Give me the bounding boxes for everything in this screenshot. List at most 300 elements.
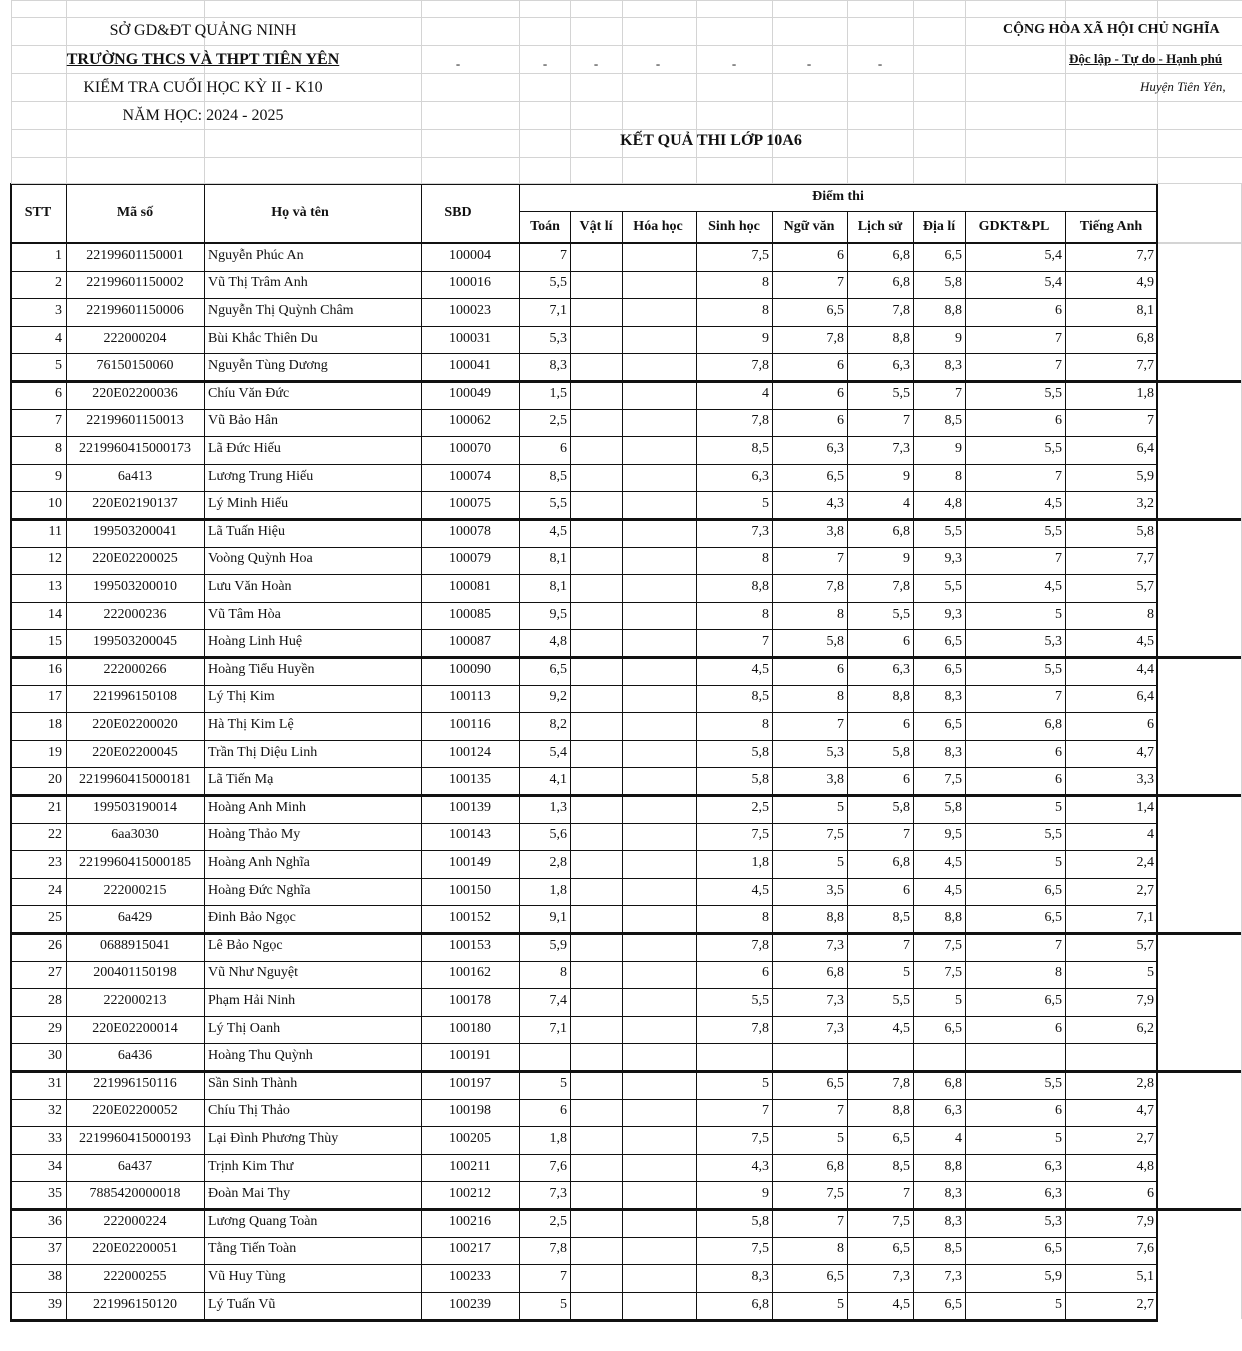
cell-score: 5,4	[1044, 275, 1062, 291]
cell-score: 6,4	[1136, 441, 1154, 456]
cell-score: 7	[903, 827, 910, 843]
cell-sbd: 100143	[449, 827, 491, 843]
cell-sbd: 100149	[449, 855, 491, 870]
cell-score: 7,3	[826, 937, 844, 953]
grid-line	[11, 0, 12, 183]
row-border	[11, 409, 1157, 410]
cell-score: 4,5	[892, 1020, 910, 1036]
cell-score: 3,5	[826, 882, 844, 898]
cell-score: 7	[1055, 937, 1062, 953]
cell-ma-so: 222000236	[103, 606, 167, 622]
cell-score: 5,1	[1136, 1269, 1154, 1284]
cell-score: 4,5	[944, 882, 962, 898]
cell-score: 2,7	[1136, 1296, 1154, 1312]
cell-sbd: 100178	[449, 993, 491, 1008]
cell-sbd: 100216	[449, 1213, 491, 1229]
cell-score: 6,5	[944, 1296, 962, 1312]
grid-line	[11, 17, 1242, 18]
cell-score: 5	[1055, 1131, 1062, 1146]
cell-score: 8	[762, 910, 769, 926]
cell-score: 8,5	[549, 468, 567, 484]
cell-score: 8,1	[549, 579, 567, 594]
row-border	[11, 353, 1157, 354]
grid-line	[11, 101, 1242, 102]
cell-score: 7	[903, 1186, 910, 1202]
cell-score: 5	[837, 1131, 844, 1146]
cell-score: 5,5	[1044, 1075, 1062, 1091]
cell-score: 5	[560, 1075, 567, 1091]
cell-stt: 20	[48, 772, 62, 788]
cell-score: 8,5	[751, 441, 769, 456]
header-subject-dia-li: Địa lí	[922, 219, 956, 234]
cell-ho-ten: Lý Minh Hiếu	[208, 496, 289, 512]
group-divider	[11, 1208, 1242, 1211]
cell-ho-ten: Hoàng Anh Minh	[208, 799, 306, 815]
cell-score: 8,8	[751, 579, 769, 594]
grid-line	[421, 0, 422, 183]
cell-score: 8,8	[892, 1103, 910, 1119]
cell-score: 5	[1147, 965, 1154, 981]
cell-sbd: 100087	[449, 634, 491, 650]
place-date: Huyện Tiên Yên,	[1140, 79, 1226, 94]
cell-stt: 4	[55, 330, 62, 346]
cell-score: 7,9	[1136, 1213, 1154, 1229]
group-divider	[11, 380, 1242, 383]
cell-score: 9	[903, 551, 910, 567]
cell-score: 5	[1055, 855, 1062, 870]
cell-score: 6	[560, 441, 567, 456]
grid-line	[11, 129, 1242, 130]
column-border	[696, 211, 697, 1319]
cell-score: 4,4	[1136, 661, 1154, 677]
cell-score: 5,6	[549, 827, 567, 843]
row-border	[11, 1126, 1157, 1127]
cell-ho-ten: Lương Quang Toàn	[208, 1213, 318, 1229]
cell-score: 6,8	[944, 1075, 962, 1091]
cell-stt: 39	[48, 1296, 62, 1312]
group-divider	[11, 932, 1242, 935]
cell-score: 8,5	[751, 689, 769, 705]
cell-score: 5,3	[1044, 1213, 1062, 1229]
cell-score: 9,1	[549, 910, 567, 926]
dash-mark: -	[655, 56, 661, 71]
cell-score: 7,5	[826, 1186, 844, 1202]
row-border	[11, 298, 1157, 299]
cell-score: 6	[903, 717, 910, 732]
cell-ho-ten: Nguyễn Thị Quỳnh Châm	[208, 303, 354, 318]
cell-score: 5,5	[944, 523, 962, 539]
column-border	[421, 183, 422, 1319]
cell-stt: 16	[48, 661, 62, 677]
cell-score: 6	[1055, 744, 1062, 760]
cell-score: 7	[1055, 689, 1062, 705]
cell-score: 4,5	[1044, 579, 1062, 594]
cell-ho-ten: Nguyễn Phúc An	[208, 247, 304, 263]
cell-score: 5,5	[751, 993, 769, 1008]
grid-line	[570, 0, 571, 183]
cell-ma-so: 76150150060	[96, 358, 174, 374]
cell-sbd: 100150	[449, 882, 491, 898]
cell-sbd: 100180	[449, 1020, 491, 1036]
cell-score: 5	[560, 1296, 567, 1312]
column-border	[622, 211, 623, 1319]
cell-sbd: 100205	[449, 1131, 491, 1146]
cell-score: 8,3	[751, 1269, 769, 1284]
cell-score: 8,8	[944, 910, 962, 926]
cell-sbd: 100062	[449, 413, 491, 429]
cell-score: 6	[837, 413, 844, 429]
cell-stt: 17	[48, 689, 62, 705]
cell-score: 8	[955, 468, 962, 484]
cell-ho-ten: Đoàn Mai Thy	[208, 1186, 291, 1202]
cell-score: 6,3	[1044, 1158, 1062, 1174]
table-border	[1156, 183, 1158, 1322]
grid-line	[622, 0, 623, 183]
cell-sbd: 100233	[449, 1269, 491, 1284]
column-border	[847, 211, 848, 1319]
cell-stt: 1	[55, 247, 62, 263]
dash-mark: -	[455, 56, 461, 71]
cell-score: 7,8	[751, 1020, 769, 1036]
cell-score: 8	[1147, 606, 1154, 622]
cell-sbd: 100016	[449, 275, 491, 291]
cell-score: 6,5	[944, 247, 962, 263]
group-divider	[11, 656, 1242, 659]
cell-score: 7,8	[892, 1075, 910, 1091]
cell-score: 2,7	[1136, 1131, 1154, 1146]
cell-ho-ten: Lương Trung Hiếu	[208, 468, 314, 484]
column-border	[913, 211, 914, 1319]
cell-score: 7,5	[944, 965, 962, 981]
cell-score: 6,5	[944, 1020, 962, 1036]
cell-ho-ten: Chíu Văn Đức	[208, 385, 290, 401]
cell-score: 6,8	[1044, 717, 1062, 732]
row-border	[11, 1099, 1157, 1100]
cell-score: 5,5	[1044, 523, 1062, 539]
cell-stt: 2	[55, 275, 62, 291]
cell-score: 5	[955, 993, 962, 1008]
cell-score: 7,5	[892, 1213, 910, 1229]
cell-ma-so: 220E02190137	[92, 496, 178, 512]
cell-ho-ten: Sần Sinh Thành	[208, 1075, 298, 1091]
cell-score: 7	[762, 634, 769, 650]
cell-ma-so: 22199601150013	[86, 413, 184, 429]
cell-ma-so: 2219960415000193	[79, 1131, 191, 1146]
cell-score: 4,3	[826, 496, 844, 512]
row-border	[11, 961, 1157, 962]
cell-score: 5,5	[892, 993, 910, 1008]
cell-ho-ten: Hoàng Anh Nghĩa	[208, 855, 310, 870]
grid-line	[11, 45, 1242, 46]
cell-ho-ten: Lã Đức Hiếu	[208, 441, 281, 456]
cell-score: 5,8	[892, 744, 910, 760]
cell-score: 8,5	[944, 413, 962, 429]
cell-stt: 31	[48, 1075, 62, 1091]
cell-ma-so: 220E02200052	[92, 1103, 178, 1119]
cell-score: 6,5	[944, 661, 962, 677]
cell-stt: 33	[48, 1131, 62, 1146]
cell-score: 8,8	[892, 330, 910, 346]
cell-stt: 23	[48, 855, 62, 870]
cell-ma-so: 6a437	[117, 1158, 153, 1174]
cell-score: 1,8	[549, 1131, 567, 1146]
row-border	[11, 1292, 1157, 1293]
cell-ma-so: 6a429	[117, 910, 153, 926]
cell-score: 7,1	[549, 1020, 567, 1036]
cell-score: 7,3	[751, 523, 769, 539]
row-border	[11, 878, 1157, 879]
cell-score: 5	[837, 1296, 844, 1312]
cell-score: 8,3	[549, 358, 567, 374]
cell-score: 8,8	[944, 303, 962, 318]
dash-mark: -	[806, 56, 812, 71]
cell-score: 8	[837, 606, 844, 622]
cell-score: 5	[837, 855, 844, 870]
cell-stt: 27	[48, 965, 62, 981]
cell-score: 8	[560, 965, 567, 981]
cell-sbd: 100139	[449, 799, 491, 815]
cell-sbd: 100074	[449, 468, 491, 484]
cell-score: 4,5	[892, 1296, 910, 1312]
cell-score: 8,5	[892, 1158, 910, 1174]
cell-score: 6,8	[892, 855, 910, 870]
row-border	[11, 1043, 1157, 1044]
cell-score: 9	[762, 330, 769, 346]
cell-ho-ten: Trịnh Kim Thư	[208, 1158, 294, 1174]
cell-score: 7	[1055, 330, 1062, 346]
cell-score: 6,3	[892, 661, 910, 677]
cell-score: 7,7	[1136, 247, 1154, 263]
cell-score: 5,5	[892, 385, 910, 401]
cell-score: 6	[1147, 1186, 1154, 1202]
cell-score: 6,5	[1044, 993, 1062, 1008]
cell-ma-so: 220E02200020	[92, 717, 178, 732]
cell-sbd: 100023	[449, 303, 491, 318]
cell-score: 9,5	[944, 827, 962, 843]
cell-ho-ten: Hà Thị Kim Lệ	[208, 717, 294, 732]
cell-score: 4,5	[751, 661, 769, 677]
cell-score: 6,8	[892, 523, 910, 539]
cell-score: 9	[903, 468, 910, 484]
cell-score: 4,7	[1136, 744, 1154, 760]
row-border	[11, 1264, 1157, 1265]
grid-line	[66, 0, 67, 183]
cell-ho-ten: Hoàng Linh Huệ	[208, 634, 303, 650]
cell-sbd: 100113	[449, 689, 491, 705]
cell-score: 7,1	[549, 303, 567, 318]
cell-score: 8	[837, 689, 844, 705]
cell-score: 6,8	[826, 965, 844, 981]
header-subject-tieng-anh: Tiếng Anh	[1079, 219, 1143, 234]
cell-stt: 8	[55, 441, 62, 456]
cell-score: 6	[837, 661, 844, 677]
cell-stt: 29	[48, 1020, 62, 1036]
cell-score: 7	[560, 1269, 567, 1284]
cell-score: 6,3	[1044, 1186, 1062, 1202]
cell-score: 8,1	[549, 551, 567, 567]
cell-score: 7,3	[892, 441, 910, 456]
cell-ho-ten: Tằng Tiến Toàn	[208, 1241, 297, 1257]
cell-ho-ten: Hoàng Thảo My	[208, 827, 301, 843]
cell-score: 8,3	[944, 689, 962, 705]
row-border	[11, 740, 1157, 741]
row-border	[11, 850, 1157, 851]
exam-name: KIỂM TRA CUỐI HỌC KỲ II - K10	[83, 79, 323, 96]
cell-score: 7	[837, 551, 844, 567]
cell-ho-ten: Lý Tuấn Vũ	[208, 1296, 276, 1312]
cell-score: 4,5	[1044, 496, 1062, 512]
republic-title: CỘNG HÒA XÃ HỘI CHỦ NGHĨA	[1003, 22, 1220, 37]
cell-stt: 19	[48, 744, 62, 760]
cell-score: 7	[1055, 468, 1062, 484]
cell-ma-so: 0688915041	[100, 937, 170, 953]
header-stt: STT	[24, 205, 52, 220]
cell-score: 5,8	[751, 1213, 769, 1229]
cell-score: 6,3	[892, 358, 910, 374]
cell-sbd: 100239	[449, 1296, 491, 1312]
cell-score: 7,3	[549, 1186, 567, 1202]
cell-ho-ten: Vũ Tâm Hòa	[208, 606, 281, 622]
grid-line	[696, 0, 697, 183]
cell-score: 8,8	[944, 1158, 962, 1174]
cell-sbd: 100004	[449, 247, 491, 263]
cell-sbd: 100153	[449, 937, 491, 953]
school-year: NĂM HỌC: 2024 - 2025	[122, 107, 284, 124]
cell-ho-ten: Lại Đình Phương Thùy	[208, 1131, 339, 1146]
cell-ma-so: 22199601150001	[86, 247, 184, 263]
grid-line	[965, 0, 966, 183]
cell-score: 7,8	[826, 579, 844, 594]
cell-score: 7,5	[826, 827, 844, 843]
cell-score: 9,3	[944, 551, 962, 567]
cell-score: 7	[837, 275, 844, 291]
cell-score: 6,3	[944, 1103, 962, 1119]
cell-score: 7	[837, 1103, 844, 1119]
row-border	[11, 823, 1157, 824]
dash-mark: -	[542, 56, 548, 71]
grid-line	[1157, 242, 1242, 244]
cell-score: 7,4	[549, 993, 567, 1008]
cell-score: 7,8	[892, 579, 910, 594]
cell-score: 5	[1055, 606, 1062, 622]
grid-line	[11, 0, 1242, 1]
dash-mark: -	[593, 56, 599, 71]
cell-stt: 34	[48, 1158, 62, 1174]
cell-sbd: 100079	[449, 551, 491, 567]
cell-sbd: 100191	[449, 1048, 491, 1064]
cell-score: 5,8	[944, 799, 962, 815]
cell-sbd: 100217	[449, 1241, 491, 1257]
cell-sbd: 100049	[449, 385, 491, 401]
cell-score: 7	[903, 937, 910, 953]
cell-ma-so: 2219960415000185	[79, 855, 191, 870]
cell-score: 6,8	[892, 275, 910, 291]
cell-score: 6	[837, 385, 844, 401]
cell-ma-so: 221996150108	[93, 689, 177, 705]
cell-score: 3,3	[1136, 772, 1154, 788]
cell-score: 4,7	[1136, 1103, 1154, 1119]
cell-score: 7	[955, 385, 962, 401]
cell-ma-so: 222000224	[103, 1213, 167, 1229]
cell-score: 5,5	[1044, 385, 1062, 401]
cell-score: 6	[1055, 1020, 1062, 1036]
cell-score: 8,3	[944, 1213, 962, 1229]
cell-score: 5,7	[1136, 579, 1154, 594]
cell-score: 7,5	[751, 1131, 769, 1146]
table-border	[10, 1319, 1158, 1322]
cell-score: 6	[837, 247, 844, 263]
cell-score: 7,3	[892, 1269, 910, 1284]
cell-score: 7	[1147, 413, 1154, 429]
cell-score: 5	[1055, 799, 1062, 815]
header-ho-ten: Họ và tên	[271, 205, 329, 220]
cell-score: 2,8	[1136, 1075, 1154, 1091]
column-border	[570, 211, 571, 1319]
cell-score: 1,4	[1136, 799, 1154, 815]
cell-ho-ten: Lã Tiến Mạ	[208, 772, 274, 788]
cell-sbd: 100212	[449, 1186, 491, 1202]
row-border	[11, 547, 1157, 548]
cell-score: 4,5	[1136, 634, 1154, 650]
cell-score: 6	[1055, 413, 1062, 429]
cell-score: 5,3	[1044, 634, 1062, 650]
row-border	[11, 767, 1157, 768]
cell-ma-so: 221996150120	[93, 1296, 177, 1312]
cell-score: 6,5	[826, 1075, 844, 1091]
cell-sbd: 100162	[449, 965, 491, 981]
cell-score: 1,8	[1136, 385, 1154, 401]
cell-stt: 32	[48, 1103, 62, 1119]
cell-score: 2,5	[751, 799, 769, 815]
cell-score: 4,5	[549, 523, 567, 539]
cell-score: 7,3	[944, 1269, 962, 1284]
grid-line	[11, 183, 1242, 184]
cell-ma-so: 6a436	[117, 1048, 153, 1064]
cell-score: 4,1	[549, 772, 567, 788]
cell-stt: 18	[48, 717, 62, 732]
cell-stt: 35	[48, 1186, 62, 1202]
cell-sbd: 100075	[449, 496, 491, 512]
cell-score: 6	[1055, 303, 1062, 318]
national-motto: Độc lập - Tự do - Hạnh phú	[1069, 51, 1223, 66]
cell-score: 3,8	[826, 523, 844, 539]
cell-ho-ten: Phạm Hải Ninh	[208, 993, 296, 1008]
cell-stt: 13	[48, 579, 62, 594]
cell-score: 6	[1055, 1103, 1062, 1119]
cell-score: 7,3	[826, 1020, 844, 1036]
cell-ma-so: 2219960415000173	[79, 441, 191, 456]
cell-stt: 11	[48, 523, 62, 539]
cell-sbd: 100031	[449, 330, 491, 346]
cell-stt: 24	[48, 882, 62, 898]
cell-score: 6	[1055, 772, 1062, 788]
header-subject-vat-li: Vật lí	[579, 219, 613, 234]
cell-ho-ten: Vũ Thị Trâm Anh	[208, 275, 308, 291]
cell-score: 4,8	[944, 496, 962, 512]
cell-ho-ten: Lê Bảo Ngọc	[208, 937, 283, 953]
cell-sbd: 100041	[449, 358, 491, 374]
cell-ma-so: 22199601150006	[86, 303, 184, 318]
cell-score: 4	[1147, 827, 1154, 843]
cell-score: 9,2	[549, 689, 567, 705]
cell-score: 5,9	[549, 937, 567, 953]
cell-score: 6,5	[1044, 910, 1062, 926]
cell-score: 6,5	[944, 717, 962, 732]
cell-score: 8	[1055, 965, 1062, 981]
cell-score: 5,5	[1044, 441, 1062, 456]
cell-score: 4	[955, 1131, 962, 1146]
cell-score: 5,9	[1136, 468, 1154, 484]
